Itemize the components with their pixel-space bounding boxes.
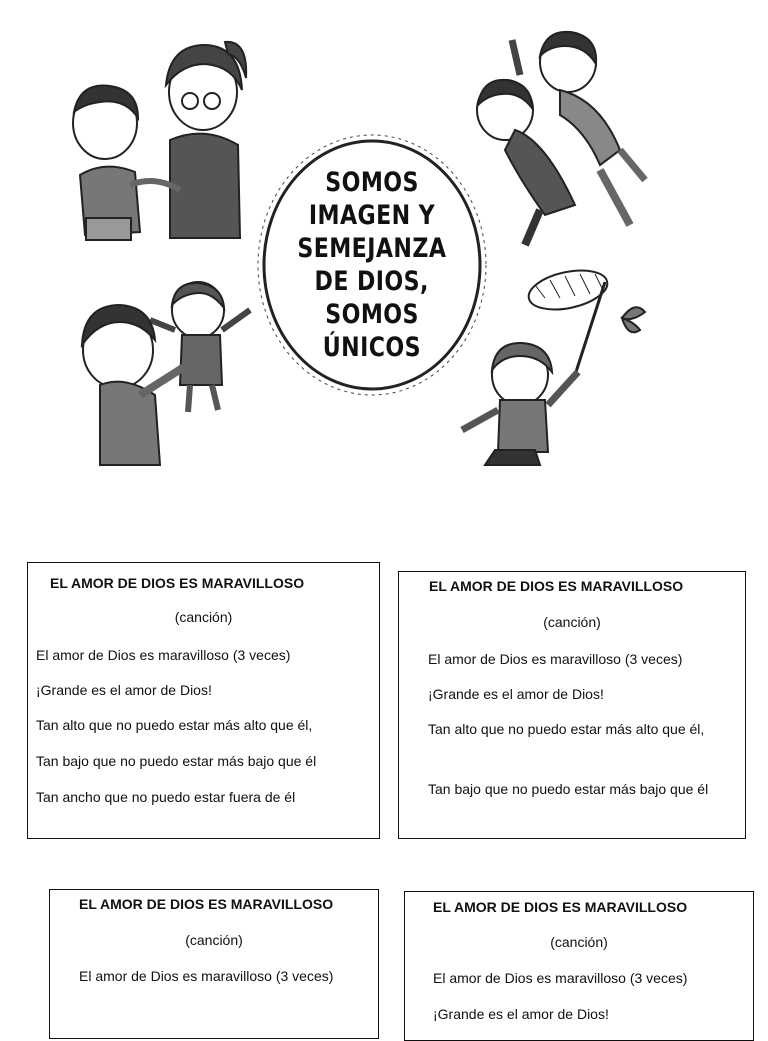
song-card-1 xyxy=(27,562,380,839)
song-card-title: EL AMOR DE DIOS ES MARAVILLOSO xyxy=(429,578,684,594)
song-line: Tan bajo que no puedo estar más bajo que él xyxy=(428,781,709,797)
oval-title-line-4: DE DIOS, xyxy=(314,266,430,297)
song-card-subtitle: (canción) xyxy=(550,934,608,950)
song-line: Tan alto que no puedo estar más alto que él, xyxy=(36,717,313,733)
song-card-subtitle: (canción) xyxy=(543,614,601,630)
mother-lifting-child-icon xyxy=(82,282,250,465)
song-line: ¡Grande es el amor de Dios! xyxy=(428,686,604,702)
song-card-title: EL AMOR DE DIOS ES MARAVILLOSO xyxy=(79,896,334,912)
song-card-title: EL AMOR DE DIOS ES MARAVILLOSO xyxy=(433,899,688,915)
oval-title-text xyxy=(262,140,482,390)
oval-title-line-6: ÚNICOS xyxy=(322,332,422,363)
song-line: Tan ancho que no puedo estar fuera de él xyxy=(36,789,296,805)
song-card-title: EL AMOR DE DIOS ES MARAVILLOSO xyxy=(50,575,305,591)
kids-helping-icon xyxy=(73,42,246,240)
song-card-2 xyxy=(398,571,746,839)
song-card-4 xyxy=(404,891,754,1041)
oval-title-line-5: SOMOS xyxy=(325,299,419,330)
song-card-subtitle: (canción) xyxy=(185,932,243,948)
oval-title-line-1: SOMOS xyxy=(325,167,419,198)
song-line: ¡Grande es el amor de Dios! xyxy=(433,1006,609,1022)
song-card-3 xyxy=(49,889,379,1039)
song-line: El amor de Dios es maravilloso (3 veces) xyxy=(428,651,683,667)
song-line: El amor de Dios es maravilloso (3 veces) xyxy=(36,647,291,663)
kids-fighting-icon xyxy=(477,32,645,245)
song-line: El amor de Dios es maravilloso (3 veces) xyxy=(79,968,334,984)
song-card-subtitle: (canción) xyxy=(174,609,233,625)
oval-title-line-3: SEMEJANZA xyxy=(297,233,447,264)
song-line: El amor de Dios es maravilloso (3 veces) xyxy=(433,970,688,986)
song-line: Tan bajo que no puedo estar más bajo que él xyxy=(36,753,317,769)
song-line: ¡Grande es el amor de Dios! xyxy=(36,682,212,698)
song-line: Tan alto que no puedo estar más alto que él, xyxy=(428,721,705,737)
boy-with-butterfly-net-icon xyxy=(462,264,645,465)
oval-title-line-2: IMAGEN Y xyxy=(308,200,436,231)
